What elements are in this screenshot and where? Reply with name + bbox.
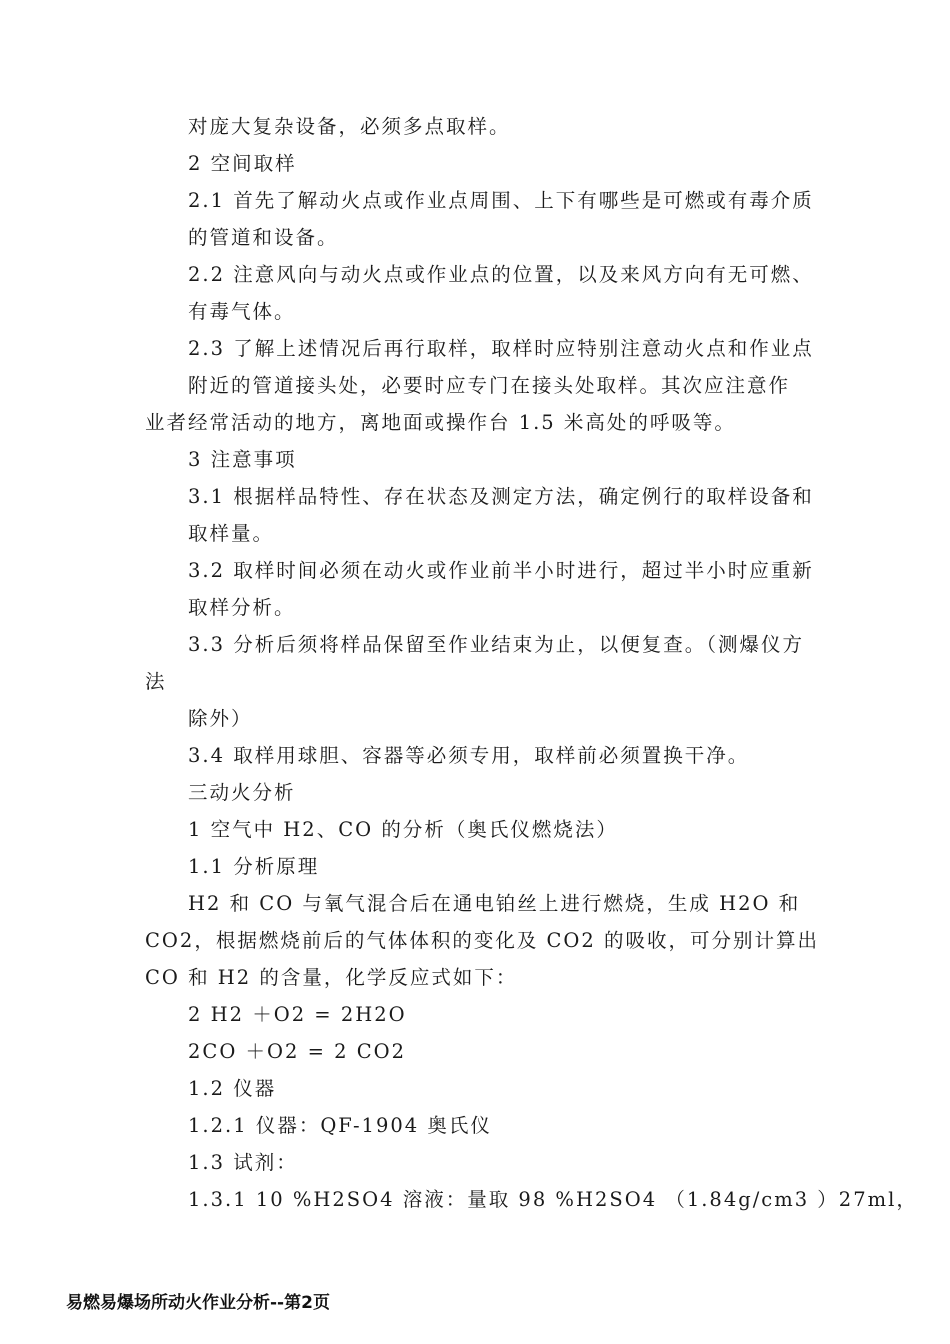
- text-line: 3.3 分析后须将样品保留至作业结束为止，以便复查。（测爆仪方: [188, 633, 804, 656]
- text-line: 对庞大复杂设备，必须多点取样。: [188, 115, 511, 138]
- page-footer: 易燃易爆场所动火作业分析--第2页: [66, 1293, 330, 1313]
- text-line: 1.2.1 仪器：QF-1904 奥氏仪: [188, 1114, 492, 1137]
- section-heading: 1.1 分析原理: [188, 855, 320, 878]
- text-line: 法: [145, 670, 167, 693]
- text-line: 3.4 取样用球胆、容器等必须专用，取样前必须置换干净。: [188, 744, 750, 767]
- text-line: 的管道和设备。: [188, 226, 339, 249]
- section-heading: 3 注意事项: [188, 448, 297, 471]
- text-line: CO2，根据燃烧前后的气体体积的变化及 CO2 的吸收，可分别计算出: [145, 929, 820, 952]
- text-line: CO 和 H2 的含量，化学反应式如下：: [145, 966, 518, 989]
- section-heading: 1 空气中 H2、CO 的分析（奥氏仪燃烧法）: [188, 818, 618, 841]
- text-line: 附近的管道接头处，必要时应专门在接头处取样。其次应注意作: [188, 374, 791, 397]
- text-line: H2 和 CO 与氧气混合后在通电铂丝上进行燃烧，生成 H2O 和: [188, 892, 801, 915]
- text-line: 1.3.1 10 %H2SO4 溶液：量取 98 %H2SO4 （1.84g/cm3 ）27ml，: [188, 1188, 918, 1211]
- text-line: 3.1 根据样品特性、存在状态及测定方法，确定例行的取样设备和: [188, 485, 814, 508]
- text-line: 2.3 了解上述情况后再行取样，取样时应特别注意动火点和作业点: [188, 337, 814, 360]
- text-line: 取样量。: [188, 522, 275, 545]
- section-heading: 2 空间取样: [188, 152, 297, 175]
- equation-line: 2 H2 ＋O2 = 2H2O: [188, 1003, 407, 1026]
- text-line: 2.1 首先了解动火点或作业点周围、上下有哪些是可燃或有毒介质: [188, 189, 814, 212]
- section-heading: 1.3 试剂：: [188, 1151, 298, 1174]
- text-line: 业者经常活动的地方，离地面或操作台 1.5 米高处的呼吸等。: [145, 411, 736, 434]
- section-heading: 三动火分析: [188, 781, 296, 804]
- text-line: 取样分析。: [188, 596, 296, 619]
- text-line: 2.2 注意风向与动火点或作业点的位置，以及来风方向有无可燃、: [188, 263, 814, 286]
- text-line: 有毒气体。: [188, 300, 296, 323]
- equation-line: 2CO ＋O2 = 2 CO2: [188, 1040, 407, 1063]
- text-line: 除外）: [188, 707, 253, 730]
- text-line: 3.2 取样时间必须在动火或作业前半小时进行，超过半小时应重新: [188, 559, 814, 582]
- section-heading: 1.2 仪器: [188, 1077, 277, 1100]
